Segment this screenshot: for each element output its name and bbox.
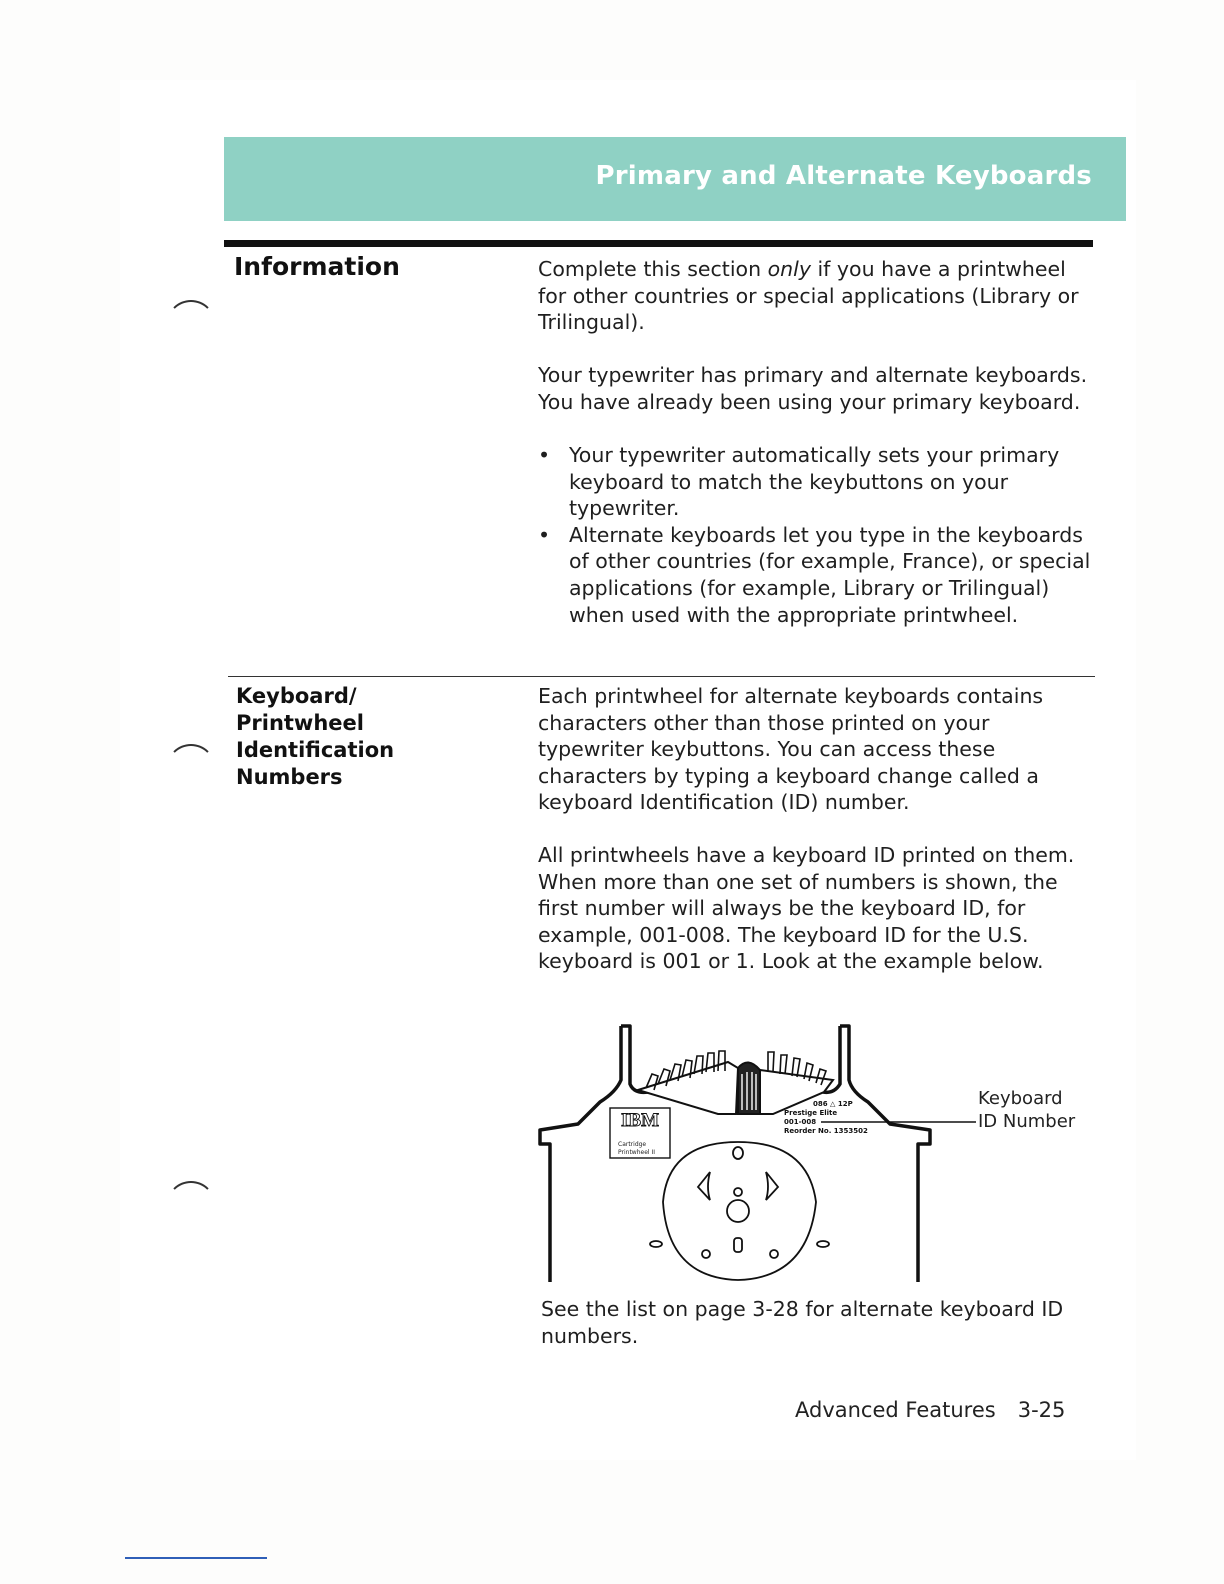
heading-line: Numbers [236,765,343,789]
callout-line-2: ID Number [978,1111,1076,1132]
bullet-item [538,522,1098,628]
ibm-logo: IBM [621,1110,659,1131]
primary-keyboard-paragraph [538,362,1098,415]
bullet-item [538,442,1098,522]
bullet-text: Your typewriter automatically sets your primary keyboard to match the keybuttons on your typewriter. [569,443,1060,521]
section-banner [224,137,1126,221]
printwheel-label-line: Reorder No. 1353502 [784,1127,868,1135]
bullet-icon: • [538,522,551,547]
page-footer [795,1398,1065,1422]
information-heading: Information [234,252,400,281]
heading-rule [224,240,1093,247]
footer-section-name: Advanced Features [795,1398,996,1422]
printwheel-label-line: 001-008 [784,1118,817,1126]
printwheel-label-line: 086 △ 12P [813,1100,853,1108]
punch-hole-bottom [166,1181,216,1231]
section-divider [228,676,1095,677]
printwheel-label-line: Prestige Elite [784,1109,838,1117]
printwheel-hub [650,1142,829,1280]
heading-line: Printwheel [236,711,364,735]
printwheel-drawing [538,1022,1098,1288]
keyboard-id-paragraph-2 [538,842,1098,975]
see-list-paragraph [541,1296,1101,1349]
information-intro [538,256,1098,336]
bullet-icon: • [538,443,551,467]
punch-hole-top [166,300,216,350]
scan-edge-mark [125,1557,267,1559]
heading-line: Keyboard/ [236,684,357,708]
keyboard-id-text-1: Each printwheel for alternate keyboards contains characters other than those printed on your typewriter keybuttons. You can access these characters by typing a keyboard change called a keyboard Identification (ID) number. [538,684,1044,815]
primary-keyboard-text: Your typewriter has primary and alternate keyboards. You have already been using your primary keyboard. [538,363,1088,414]
keyboard-bullet-list [538,442,1098,628]
printwheel-illustration [538,1022,1098,1288]
cartridge-text: Cartridge [618,1141,647,1148]
punch-hole-middle [166,744,216,794]
keyboard-id-heading [236,683,394,791]
intro-text-start: Complete this section [538,257,768,281]
intro-emphasis: only [767,257,811,281]
keyboard-id-callout [978,1087,1075,1133]
page-title: Primary and Alternate Keyboards [595,161,1092,191]
intro-text-end: if you have a printwheel for other countries or special applications (Library or Trilingual). [538,257,1079,335]
see-list-text: See the list on page 3-28 for alternate keyboard ID numbers. [541,1297,1064,1348]
cartridge-right-edge [840,1026,930,1282]
callout-line-1: Keyboard [978,1088,1063,1109]
bullet-text: Alternate keyboards let you type in the keyboards of other countries (for example, France), or special applications (for example, Library or Trilingual) when used with the appropriate printwheel. [569,522,1091,627]
heading-line: Identification [236,738,395,762]
cartridge-text: Printwheel II [618,1149,656,1156]
left-post [621,1026,648,1092]
footer-page-number: 3-25 [1017,1398,1066,1422]
cartridge-left-edge [540,1026,621,1282]
keyboard-id-text-2: All printwheels have a keyboard ID printed on them. When more than one set of numbers is shown, the first number will always be the keyboard ID, for example, 001-008. The keyboard ID for the U.S. keyboard is 001 or 1. Look at the example below. [538,843,1075,974]
keyboard-id-paragraph-1 [538,683,1098,816]
